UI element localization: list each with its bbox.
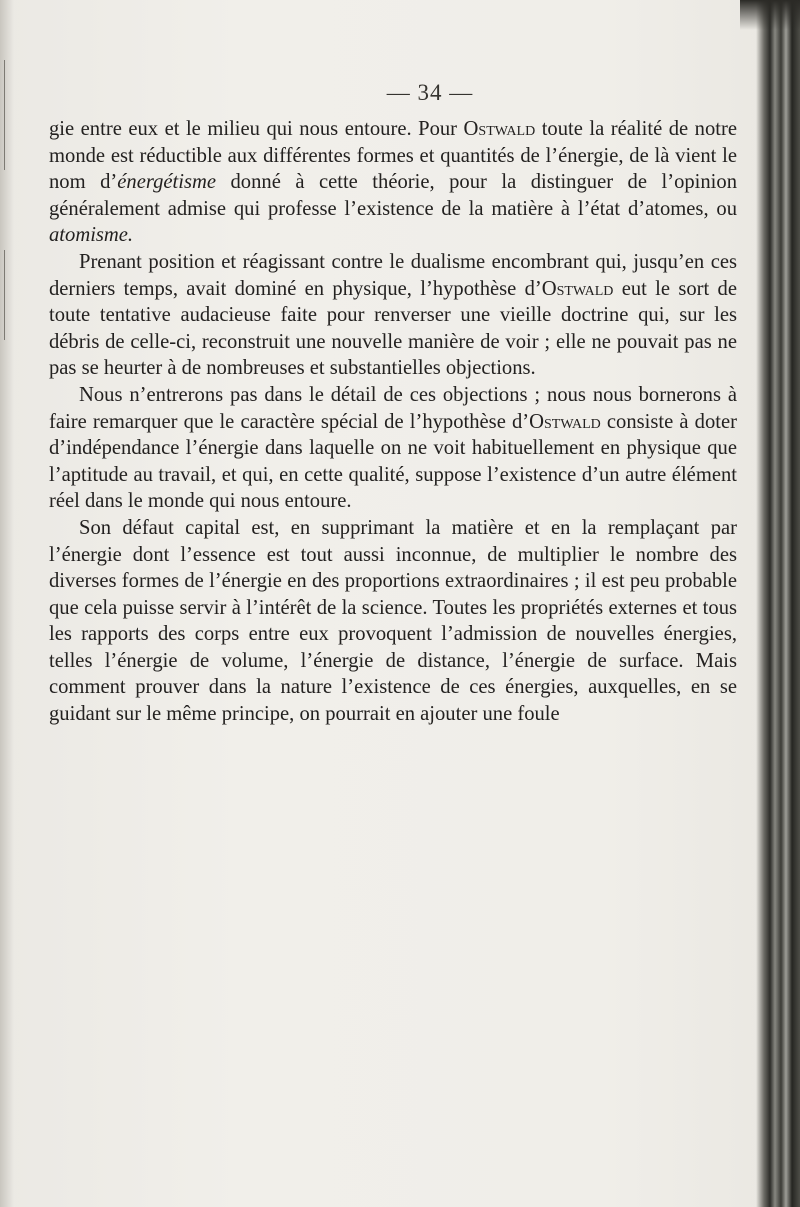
margin-rule-mark xyxy=(4,60,5,170)
text-run: eut le sort de toute tentative audacieuse faite pour renverser une vieille doctrine qui, sur les débris de celle-ci, reconstruit une nouvelle manière de voir ; elle ne pouvait pas ne pas se heurter à de nombreuses et substantielles objections. xyxy=(49,277,737,380)
text-run: Nous n’entrerons pas dans le détail de ces objections ; nous nous bornerons à faire remarquer que le caractère spécial de l’hypothèse d’ xyxy=(49,383,737,433)
text-run: consiste à doter d’indépendance l’énergie dans laquelle on ne voit habituellement en physique que l’aptitude au travail, et qui, en cette qualité, suppose l’existence d’un autre élément réel dans le monde qui nous entoure. xyxy=(49,410,737,513)
author-name: Ostwald xyxy=(541,277,614,300)
paragraph-p1 xyxy=(49,116,737,249)
italic-term: énergétisme xyxy=(117,171,217,194)
paragraph-p2 xyxy=(49,249,737,382)
text-run: gie entre eux et le milieu qui nous entoure. Pour xyxy=(49,118,464,140)
page-number: — 34 — xyxy=(386,80,474,105)
paragraph-p4 xyxy=(49,515,737,728)
page-corner-shadow xyxy=(740,0,800,30)
text-run: donné à cette théorie, pour la distinguer de l’opinion généralement admise qui professe l’existence de la matière à l’état d’atomes, ou xyxy=(49,171,737,220)
text-run: Son défaut capital est, en supprimant la matière et en la remplaçant par l’énergie dont l’essence est tout aussi inconnue, de multiplier le nombre des diverses formes de l’énergie en des proportions extraordinaires ; il est peu probable que cela puisse servir à l’intérêt de la science. Toutes les propriétés externes et tous les rapports des corps entre eux provoquent l’admission de nouvelles énergies, telles l’énergie de volume, l’énergie de distance, l’énergie de surface. Mais comment prouver dans la nature l’existence de ces énergies, auxquelles, en se guidant sur le même principe, on pourrait en ajouter une foule xyxy=(49,516,737,726)
paragraph-p3 xyxy=(49,382,737,515)
binding-shadow xyxy=(0,0,14,1207)
italic-term: atomisme. xyxy=(49,224,134,247)
author-name: Ostwald xyxy=(463,118,536,140)
text-run: Prenant position et réagissant contre le dualisme encombrant qui, jusqu’en ces derniers temps, avait dominé en physique, l’hypothèse d’ xyxy=(49,250,737,300)
margin-rule-mark xyxy=(4,250,5,340)
page-edge xyxy=(756,0,800,1207)
author-name: Ostwald xyxy=(529,410,601,433)
body-text xyxy=(49,116,737,728)
text-run: toute la réalité de notre monde est réductible aux différentes formes et quantités de l’énergie, de là vient le nom d’ xyxy=(49,118,737,194)
